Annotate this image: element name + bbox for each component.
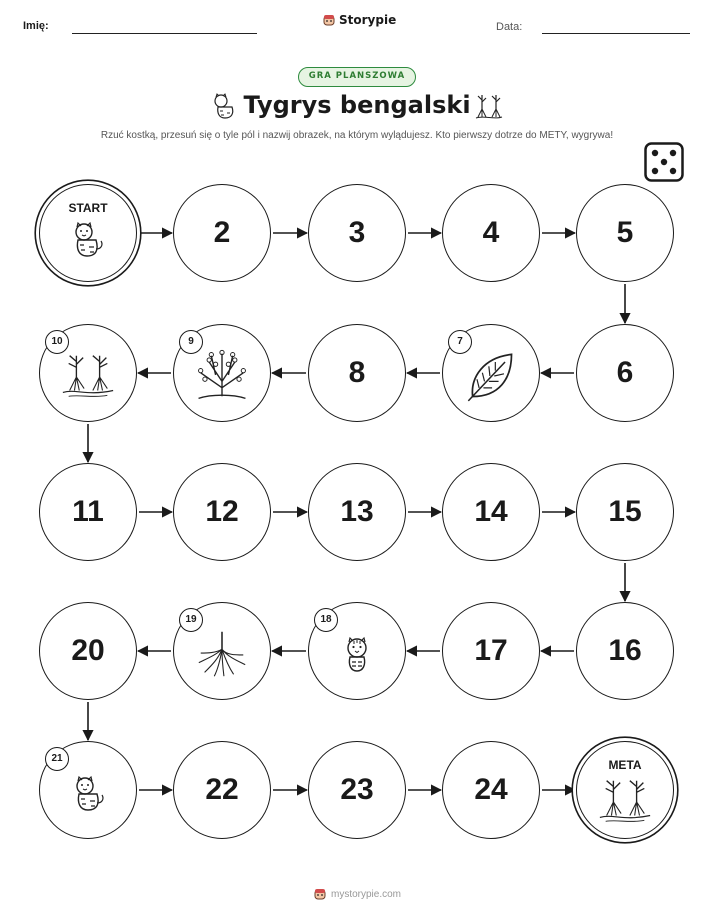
field-number-tag: 7	[448, 330, 472, 354]
footer	[0, 887, 714, 901]
field-number: 13	[340, 495, 374, 528]
field-number: 16	[608, 634, 642, 667]
start-field	[39, 184, 137, 282]
board-field	[576, 324, 674, 422]
board-field	[576, 602, 674, 700]
leaf-icon	[464, 349, 518, 408]
board-field	[308, 463, 406, 561]
field-number: 22	[205, 773, 239, 806]
mangrove-icon	[596, 776, 654, 831]
board-field	[308, 741, 406, 839]
field-number: 3	[348, 216, 366, 249]
field-number: 11	[72, 495, 104, 528]
board-field	[173, 741, 271, 839]
storypie-mascot-icon	[313, 887, 327, 901]
tiger-icon	[68, 773, 108, 818]
board-field	[173, 184, 271, 282]
board-field	[442, 602, 540, 700]
board-field	[442, 741, 540, 839]
category-badge: GRA PLANSZOWA	[298, 67, 416, 87]
board-field	[576, 463, 674, 561]
board-field	[442, 184, 540, 282]
field-number: 12	[205, 495, 239, 528]
board-field	[442, 463, 540, 561]
field-number: 5	[616, 216, 634, 249]
field-number: 2	[213, 216, 231, 249]
field-number-tag: 10	[45, 330, 69, 354]
field-number: 6	[616, 356, 634, 389]
field-number-tag: 21	[45, 747, 69, 771]
field-number-tag: 9	[179, 330, 203, 354]
board-field	[308, 324, 406, 422]
name-label: Imię:	[23, 20, 49, 32]
brand-name: Storypie	[339, 13, 397, 27]
footer-url: mystorypie.com	[330, 888, 401, 900]
board-field	[39, 463, 137, 561]
field-number-tag: 18	[314, 608, 338, 632]
field-number: 20	[71, 634, 105, 667]
field-number: 15	[608, 495, 642, 528]
mangrove-icon	[59, 351, 117, 406]
board-field	[308, 184, 406, 282]
field-number: 8	[348, 356, 366, 389]
start-label: START	[68, 201, 108, 215]
board-field	[576, 184, 674, 282]
roots-icon	[193, 629, 251, 684]
tiger-face-icon	[337, 634, 377, 679]
board-field	[173, 463, 271, 561]
finish-label: META	[608, 758, 642, 772]
finish-field	[576, 741, 674, 839]
field-number-tag: 19	[179, 608, 203, 632]
field-number: 14	[474, 495, 508, 528]
tiger-icon	[67, 219, 107, 264]
field-number: 4	[482, 216, 500, 249]
field-number: 23	[340, 773, 374, 806]
field-number: 24	[474, 773, 508, 806]
field-number: 17	[474, 634, 508, 667]
instructions: Rzuć kostką, przesuń się o tyle pól i nazwij obrazek, na którym wylądujesz. Kto pierwszy dotrze do METY, wygrywa!	[100, 130, 614, 141]
shrub-icon	[190, 349, 254, 408]
date-label: Data:	[496, 21, 523, 33]
page-title: Tygrys bengalski	[243, 91, 471, 119]
board-field	[39, 602, 137, 700]
